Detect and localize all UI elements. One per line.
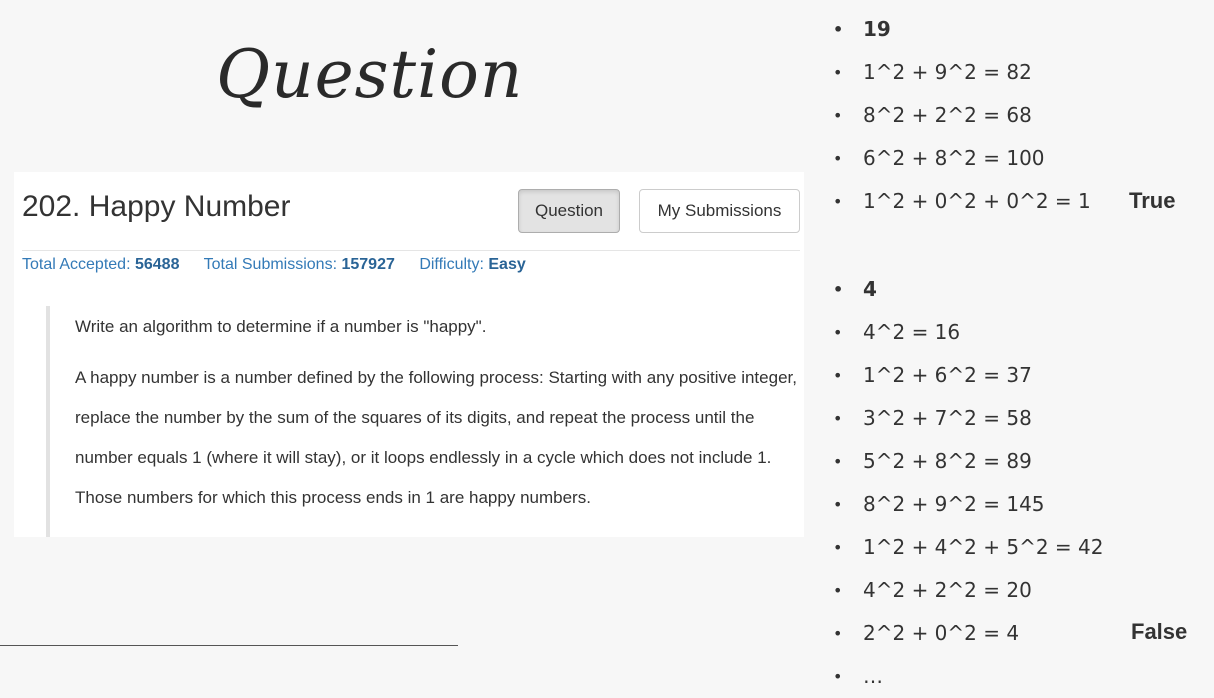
list-item: • 4 (833, 268, 1104, 311)
list-item: • 3^2 + 7^2 = 58 (833, 397, 1104, 440)
happy-example-list (833, 8, 1091, 223)
list-item: • 4^2 + 2^2 = 20 (833, 569, 1104, 612)
list-item: • 1^2 + 0^2 + 0^2 = 1 (833, 180, 1091, 223)
submissions-stat: Total Submissions: 157927 (203, 256, 395, 273)
my-submissions-button[interactable]: My Submissions (639, 189, 800, 233)
question-tab-button[interactable]: Question (518, 189, 620, 233)
problem-stats (22, 256, 546, 274)
list-item: • 2^2 + 0^2 = 4 (833, 612, 1104, 655)
happy-verdict: True (1129, 188, 1176, 213)
problem-screenshot (14, 172, 804, 537)
accepted-stat: Total Accepted: 56488 (22, 256, 180, 273)
header-divider (22, 250, 800, 251)
list-item: • 1^2 + 4^2 + 5^2 = 42 (833, 526, 1104, 569)
list-item: • 6^2 + 8^2 = 100 (833, 137, 1091, 180)
description-intro: Write an algorithm to determine if a number is "happy". (75, 317, 487, 336)
list-item: • … (833, 655, 1104, 698)
problem-description (46, 306, 798, 537)
unhappy-example-list (833, 268, 1104, 698)
slide-title: Question (216, 36, 524, 113)
list-item: • 1^2 + 9^2 = 82 (833, 51, 1091, 94)
title-underline (0, 645, 458, 646)
list-item: • 8^2 + 9^2 = 145 (833, 483, 1104, 526)
list-item: • 4^2 = 16 (833, 311, 1104, 354)
unhappy-verdict: False (1131, 619, 1188, 644)
list-item: • 8^2 + 2^2 = 68 (833, 94, 1091, 137)
difficulty-stat: Difficulty: Easy (419, 256, 526, 273)
description-body: A happy number is a number defined by the following process: Starting with any positive integer, replace the number by the sum of the squares of its digits, and repeat the process until the number equals 1 (where it will stay), or it loops endlessly in a cycle which does not include 1. Those numbers for which this process ends in 1 are happy numbers. (75, 368, 797, 507)
problem-title: 202. Happy Number (22, 190, 291, 223)
list-item: • 19 (833, 8, 1091, 51)
list-item: • 5^2 + 8^2 = 89 (833, 440, 1104, 483)
list-item: • 1^2 + 6^2 = 37 (833, 354, 1104, 397)
